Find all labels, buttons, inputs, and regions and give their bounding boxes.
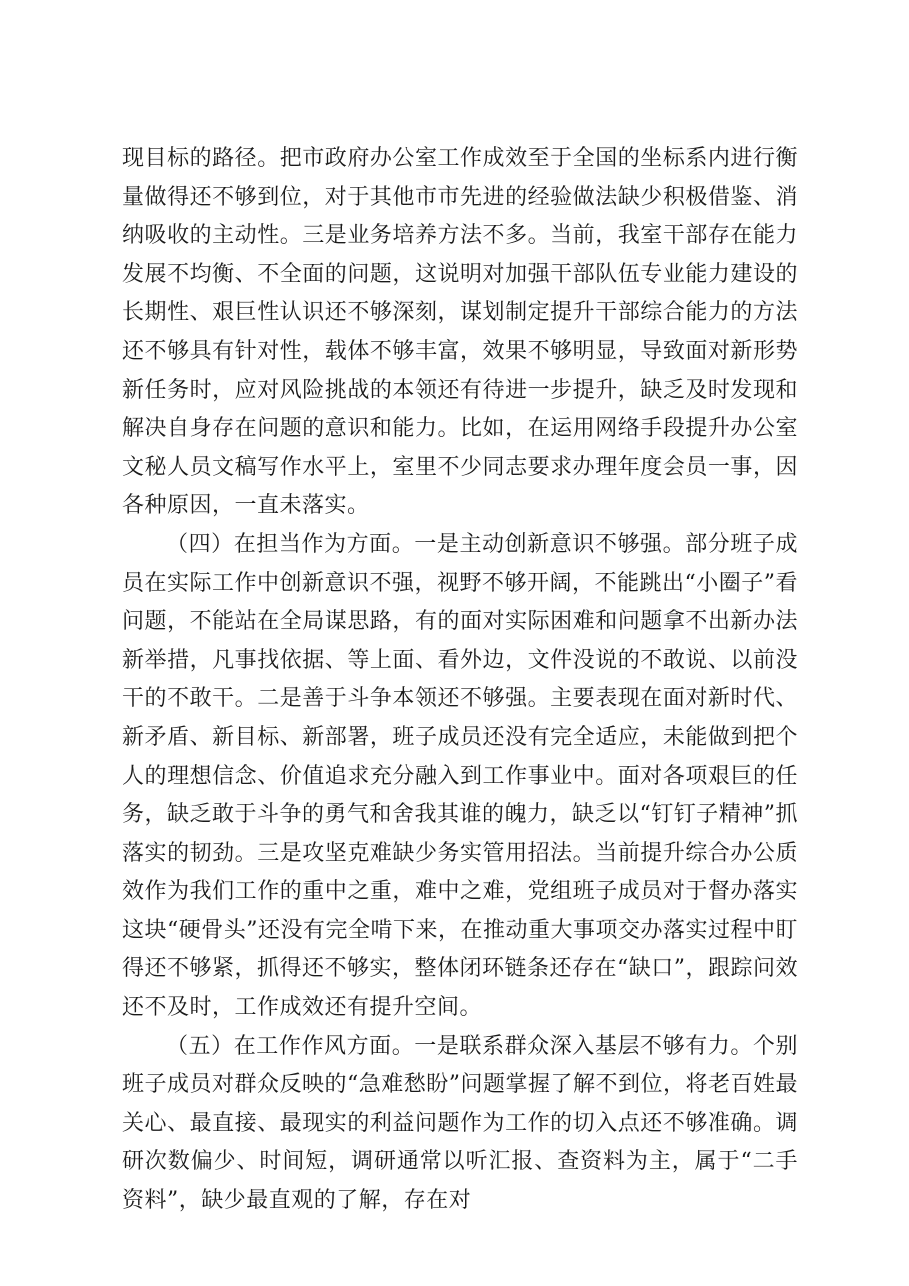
- paragraph-1: 现目标的路径。把市政府办公室工作成效至于全国的坐标系内进行衡量做得还不够到位，对于其他市市先进的经验做法缺少积极借鉴、消纳吸收的主动性。三是业务培养方法不多。当前，我室干部存在能力发展不均衡、不全面的问题，这说明对加强干部队伍专业能力建设的长期性、艰巨性认识还不够深刻，谋划制定提升干部综合能力的方法还不够具有针对性，载体不够丰富，效果不够明显，导致面对新形势新任务时，应对风险挑战的本领还有待进一步提升，缺乏及时发现和解决自身存在问题的意识和能力。比如，在运用网络手段提升办公室文秘人员文稿写作水平上，室里不少同志要求办理年度会员一事，因各种原因，一直未落实。: [122, 146, 798, 519]
- paragraph-2: （四）在担当作为方面。一是主动创新意识不够强。部分班子成员在实际工作中创新意识不强，视野不够开阔，不能跳出“小圈子”看问题，不能站在全局谋思路，有的面对实际困难和问题拿不出新办法新举措，凡事找依据、等上面、看外边，文件没说的不敢说、以前没干的不敢干。二是善于斗争本领还不够强。主要表现在面对新时代、新矛盾、新目标、新部署，班子成员还没有完全适应，未能做到把个人的理想信念、价值追求充分融入到工作事业中。面对各项艰巨的任务，缺乏敢于斗争的勇气和舍我其谁的魄力，缺乏以“钉钉子精神”抓落实的韧劲。三是攻坚克难缺少务实管用招法。当前提升综合办公质效作为我们工作的重中之重，难中之难，党组班子成员对于督办落实这块“硬骨头”还没有完全啃下来，在推动重大事项交办落实过程中盯得还不够紧，抓得还不够实，整体闭环链条还存在“缺口”，跟踪问效还不及时，工作成效还有提升空间。: [122, 531, 798, 1021]
- body-text: [122, 140, 798, 1221]
- paragraph-3: （五）在工作作风方面。一是联系群众深入基层不够有力。个别班子成员对群众反映的“急难愁盼”问题掌握了解不到位，将老百姓最关心、最直接、最现实的利益问题作为工作的切入点还不够准确。调研次数偏少、时间短，调研通常以听汇报、查资料为主，属于“二手资料”，缺少最直观的了解，存在对: [122, 1033, 798, 1214]
